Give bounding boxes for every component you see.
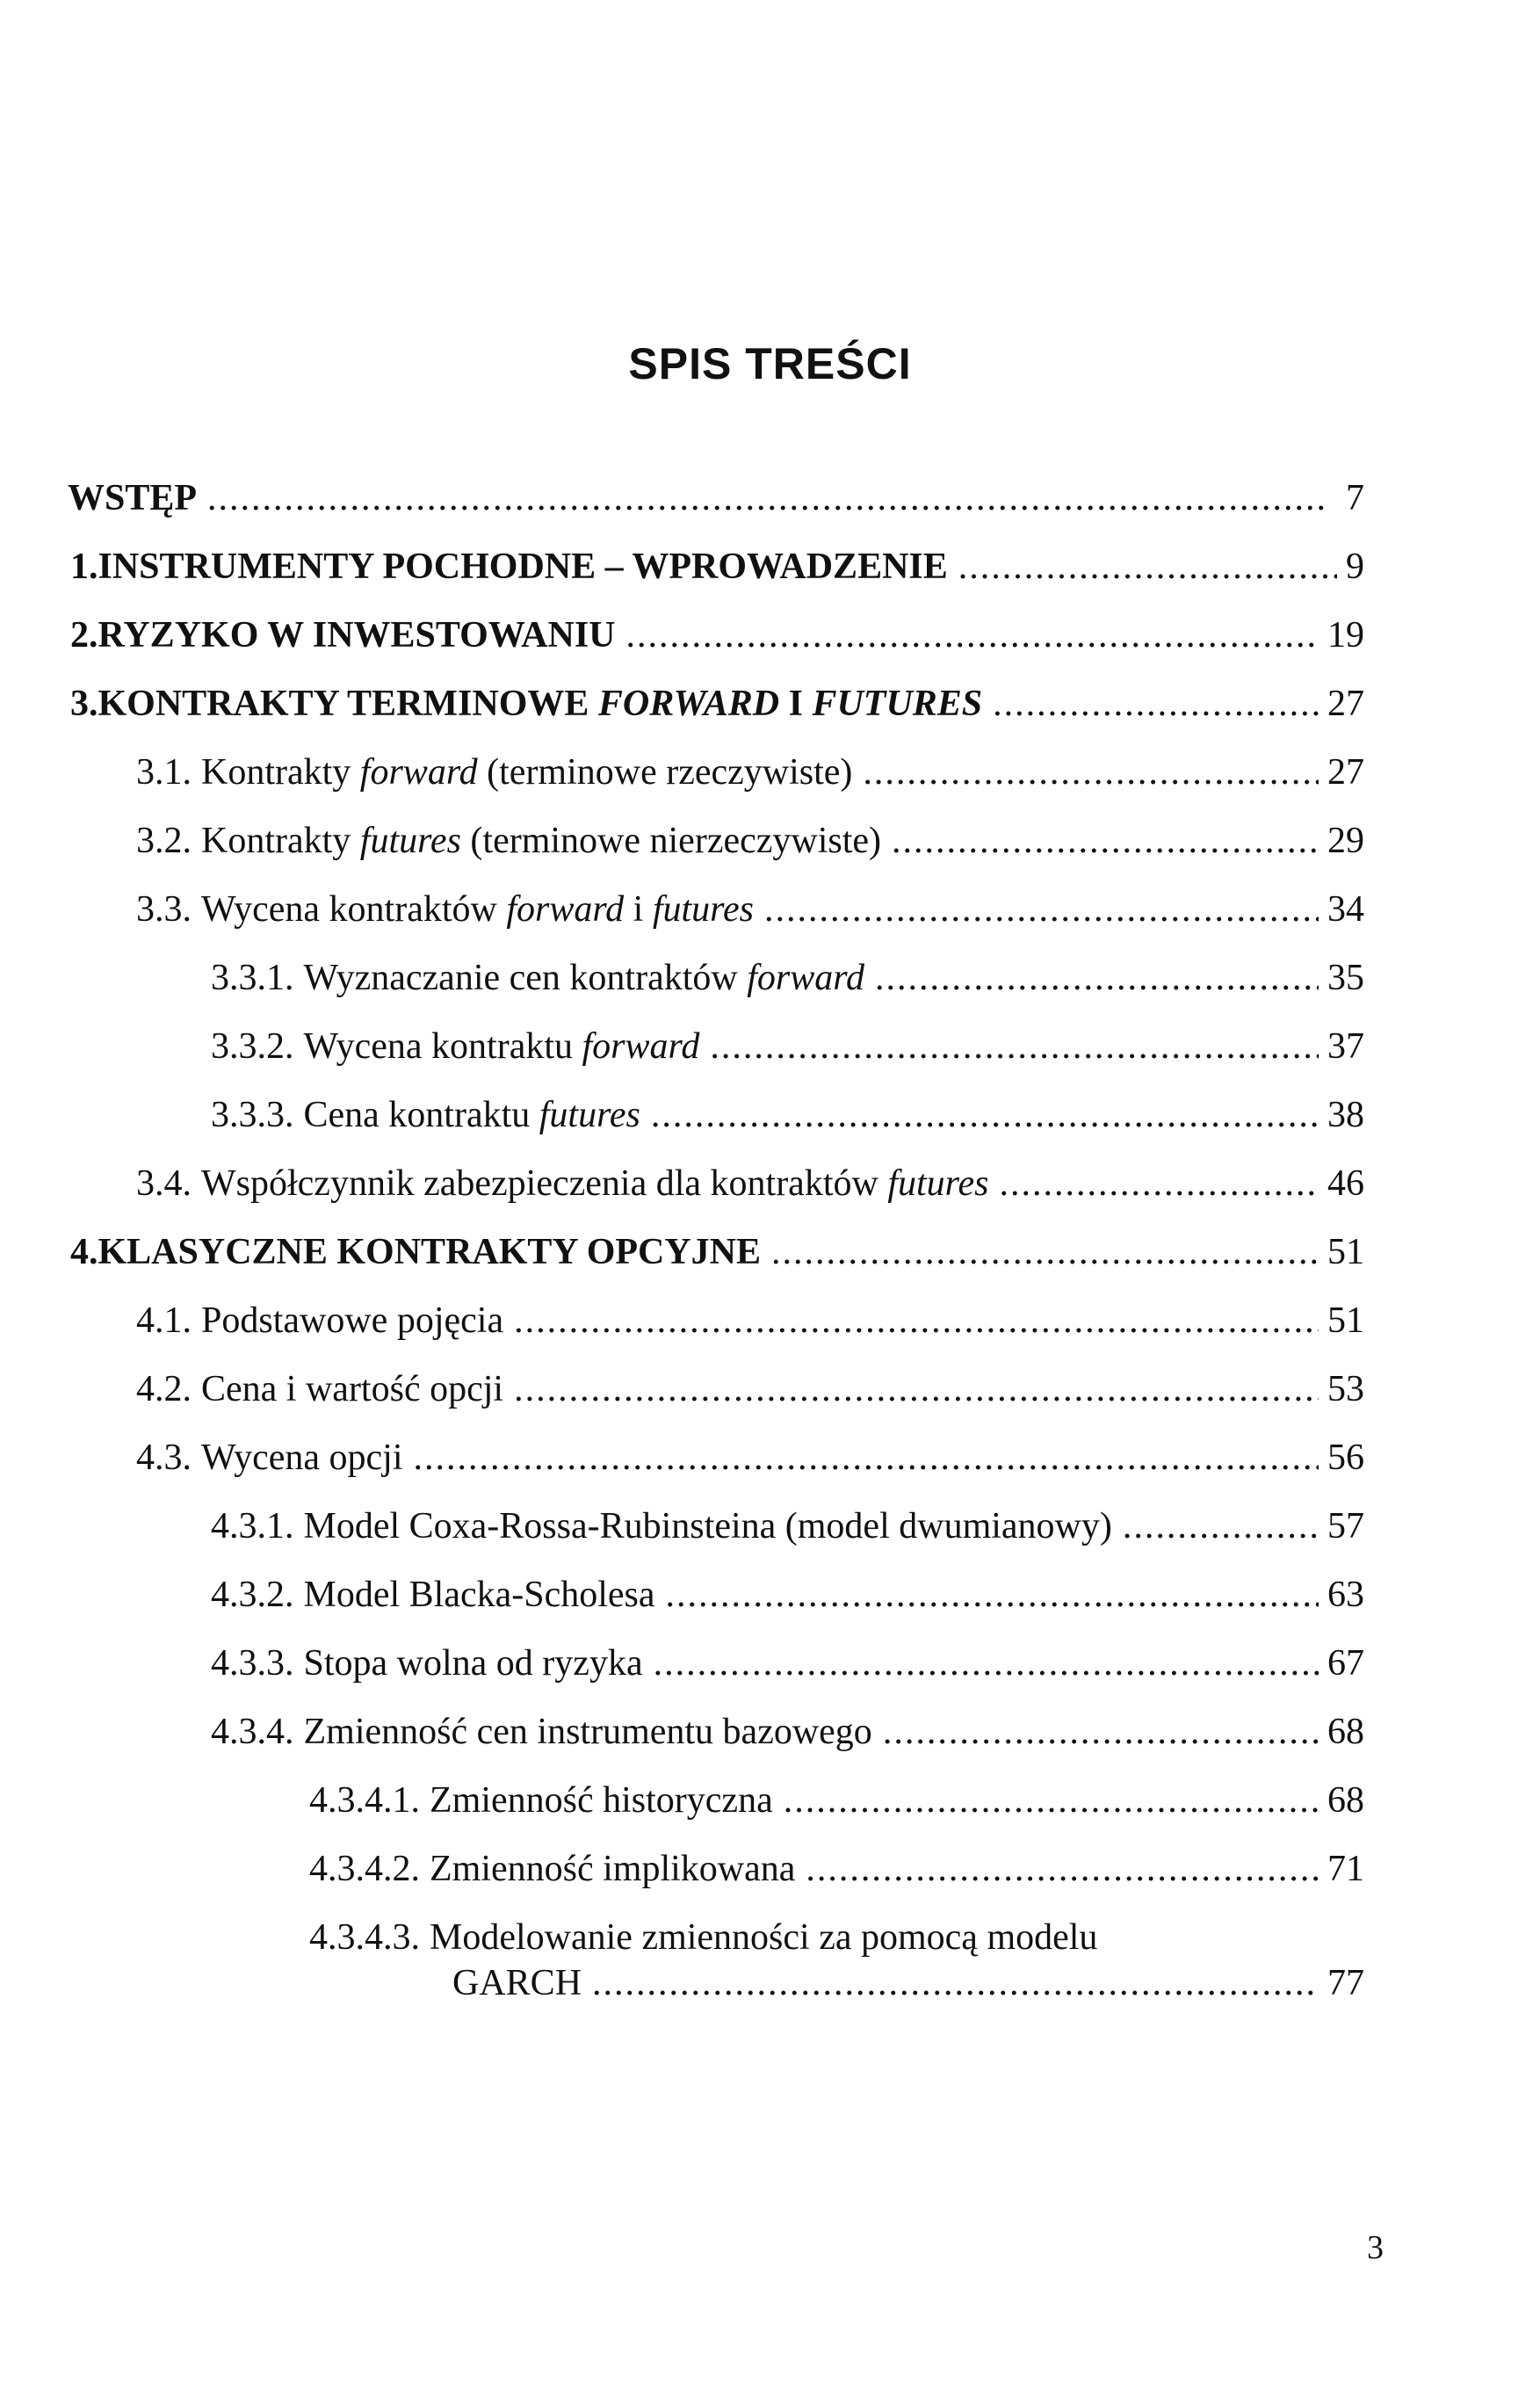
toc-entry-section-3-3-3[interactable]	[211, 1092, 1364, 1138]
dot-leader	[514, 1366, 1319, 1412]
toc-entry-section-3-2[interactable]	[136, 818, 1364, 864]
toc-entry-section-3-1[interactable]	[136, 750, 1364, 795]
dot-leader	[863, 750, 1319, 795]
toc-number: 4.3.1.	[211, 1506, 294, 1546]
toc-label: Wycena kontraktu forward	[303, 1026, 700, 1067]
dot-leader	[875, 955, 1319, 1001]
toc-number: 3.3.1.	[211, 958, 294, 998]
toc-entry-section-4-3-1[interactable]	[211, 1503, 1364, 1549]
toc-page-number: 53	[1327, 1369, 1364, 1409]
toc-page-number: 29	[1327, 821, 1364, 861]
toc-page-number: 67	[1327, 1643, 1364, 1684]
toc-label-line-2	[309, 1960, 1364, 2006]
toc-number: 4.3.4.3.	[309, 1917, 420, 1958]
toc-number: 4.3.4.1.	[309, 1780, 420, 1821]
toc-label: Wycena kontraktów forward i futures	[201, 889, 754, 930]
toc-label-continuation: GARCH	[452, 1963, 582, 2003]
toc-number: 3.3.	[136, 889, 192, 930]
toc-page-number: 37	[1327, 1026, 1364, 1067]
toc-entry-section-4-1[interactable]	[136, 1298, 1364, 1344]
toc-page-number: 77	[1327, 1963, 1364, 2003]
toc-page-number: 7	[1346, 478, 1364, 518]
dot-leader	[414, 1435, 1319, 1481]
toc-label: Zmienność implikowana	[430, 1849, 796, 1889]
toc-number: 2.	[70, 615, 98, 656]
toc-entry-section-3-3[interactable]	[136, 887, 1364, 932]
toc-entry-section-3-3-2[interactable]	[211, 1024, 1364, 1069]
dot-leader	[892, 818, 1319, 864]
toc-entry-section-4-3[interactable]	[136, 1435, 1364, 1481]
toc-entry-chapter-4[interactable]	[70, 1229, 1364, 1275]
toc-entry-section-4-2[interactable]	[136, 1366, 1364, 1412]
dot-leader	[771, 1229, 1319, 1275]
toc-page-number: 19	[1327, 615, 1364, 656]
toc-page-number: 27	[1327, 684, 1364, 724]
toc-number: 4.	[70, 1232, 98, 1272]
toc-label: Modelowanie zmienności za pomocą modelu	[430, 1917, 1098, 1958]
toc-page-number: 71	[1327, 1849, 1364, 1889]
toc-page-number: 46	[1327, 1163, 1364, 1204]
toc-page-number: 56	[1327, 1438, 1364, 1478]
toc-number: 4.3.4.2.	[309, 1849, 420, 1889]
toc-page-number: 34	[1327, 889, 1364, 930]
page-title: SPIS TREŚCI	[628, 339, 912, 388]
toc-label: Podstawowe pojęcia	[201, 1300, 504, 1341]
toc-number: 1.	[70, 547, 98, 587]
toc-label: Stopa wolna od ryzyka	[303, 1643, 643, 1684]
toc-number: 3.3.2.	[211, 1026, 294, 1067]
toc-entry-section-3-4[interactable]	[136, 1161, 1364, 1206]
dot-leader	[514, 1298, 1319, 1344]
dot-leader	[958, 544, 1337, 590]
dot-leader	[764, 887, 1319, 932]
toc-label: Zmienność cen instrumentu bazowego	[303, 1712, 872, 1752]
dot-leader	[806, 1846, 1319, 1892]
toc-number: 4.2.	[136, 1369, 192, 1409]
toc-number: 4.1.	[136, 1300, 192, 1341]
toc-number: 3.3.3.	[211, 1095, 294, 1135]
toc-label: WSTĘP	[68, 478, 198, 518]
toc-label: Kontrakty forward (terminowe rzeczywiste)	[201, 752, 853, 793]
toc-label: Współczynnik zabezpieczenia dla kontraktów futures	[201, 1163, 989, 1204]
toc-label-line-1	[309, 1915, 1364, 1960]
toc-label: KONTRAKTY TERMINOWE FORWARD I FUTURES	[98, 684, 983, 724]
dot-leader	[626, 612, 1319, 658]
page-number: 3	[1367, 2229, 1384, 2266]
toc-page-number: 68	[1327, 1780, 1364, 1821]
dot-leader	[207, 475, 1329, 521]
dot-leader	[592, 1960, 1319, 2006]
dot-leader	[1123, 1503, 1319, 1549]
toc-label: Zmienność historyczna	[430, 1780, 773, 1821]
dot-leader	[666, 1572, 1319, 1618]
toc-entry-section-4-3-4-1[interactable]	[309, 1778, 1364, 1823]
toc-entry-section-4-3-4-2[interactable]	[309, 1846, 1364, 1892]
toc-entry-chapter-3[interactable]	[70, 681, 1364, 727]
toc-label: Model Blacka-Scholesa	[303, 1575, 655, 1615]
toc-number: 4.3.4.	[211, 1712, 294, 1752]
toc-entry-chapter-2[interactable]	[70, 612, 1364, 658]
toc-page-number: 38	[1327, 1095, 1364, 1135]
dot-leader	[883, 1709, 1319, 1755]
dot-leader	[993, 681, 1319, 727]
toc-page-number: 35	[1327, 958, 1364, 998]
toc-number: 4.3.2.	[211, 1575, 294, 1615]
dot-leader	[710, 1024, 1319, 1069]
toc-label: RYZYKO W INWESTOWANIU	[98, 615, 616, 656]
toc-entry-wstep[interactable]	[68, 475, 1364, 521]
toc-page-number: 68	[1327, 1712, 1364, 1752]
dot-leader	[651, 1092, 1319, 1138]
toc-page-number: 63	[1327, 1575, 1364, 1615]
toc-page-number: 51	[1327, 1232, 1364, 1272]
toc-entry-chapter-1[interactable]	[70, 544, 1364, 590]
toc-label: KLASYCZNE KONTRAKTY OPCYJNE	[98, 1232, 762, 1272]
toc-page-number: 57	[1327, 1506, 1364, 1546]
toc-number: 3.2.	[136, 821, 192, 861]
toc-entry-section-3-3-1[interactable]	[211, 955, 1364, 1001]
dot-leader	[654, 1641, 1319, 1686]
toc-label: Wyznaczanie cen kontraktów forward	[303, 958, 865, 998]
toc-page-number: 51	[1327, 1300, 1364, 1341]
toc-entry-section-4-3-4[interactable]	[211, 1709, 1364, 1755]
toc-number: 4.3.	[136, 1438, 192, 1478]
toc-entry-section-4-3-4-3[interactable]	[309, 1915, 1364, 2006]
dot-leader	[999, 1161, 1319, 1206]
toc-entry-section-4-3-3[interactable]	[211, 1641, 1364, 1686]
toc-number: 4.3.3.	[211, 1643, 294, 1684]
toc-entry-section-4-3-2[interactable]	[211, 1572, 1364, 1618]
toc-label: Cena kontraktu futures	[303, 1095, 640, 1135]
toc-page-number: 27	[1327, 752, 1364, 793]
toc-label: Wycena opcji	[201, 1438, 403, 1478]
toc-label: Kontrakty futures (terminowe nierzeczywiste)	[201, 821, 882, 861]
toc-page-number: 9	[1346, 547, 1364, 587]
toc-number: 3.1.	[136, 752, 192, 793]
toc-label: INSTRUMENTY POCHODNE – WPROWADZENIE	[98, 547, 948, 587]
toc-number: 3.4.	[136, 1163, 192, 1204]
toc-label: Model Coxa-Rossa-Rubinsteina (model dwumianowy)	[303, 1506, 1112, 1546]
toc-label: Cena i wartość opcji	[201, 1369, 504, 1409]
toc-number: 3.	[70, 684, 98, 724]
dot-leader	[784, 1778, 1319, 1823]
